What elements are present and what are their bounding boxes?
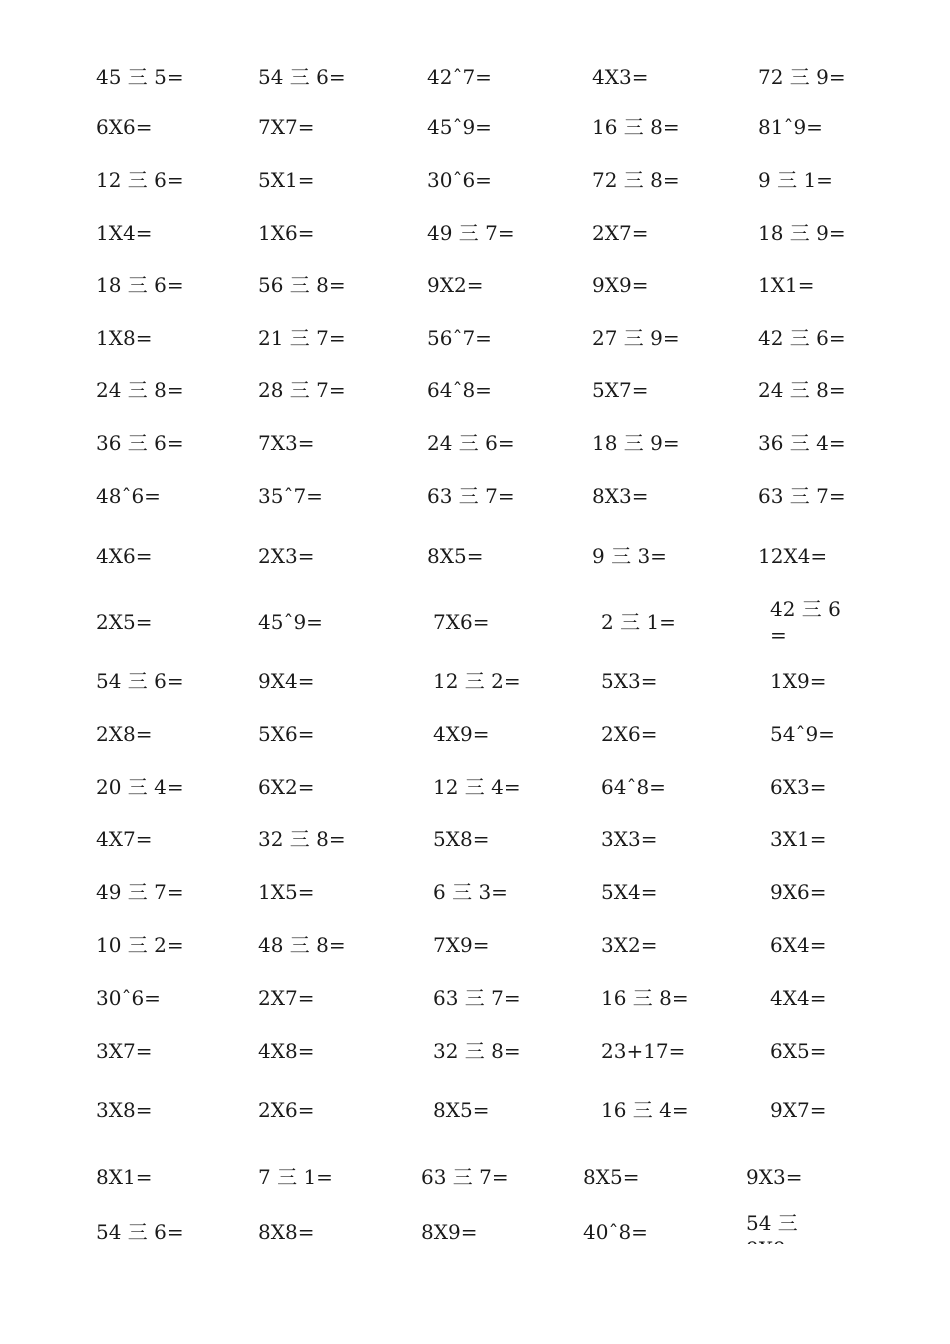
problem-cell: 23+17=	[601, 1039, 686, 1063]
problem-cell: 4X8=	[258, 1039, 315, 1063]
problem-cell: 6X2=	[258, 775, 315, 799]
problem-cell: 18 三 6=	[96, 273, 184, 297]
problem-row	[0, 826, 950, 866]
problem-cell: 2X8=	[96, 722, 153, 746]
problem-cell: 9X6=	[770, 880, 827, 904]
problem-row	[0, 483, 950, 523]
problem-cell: 28 三 7=	[258, 378, 346, 402]
problem-cell: 63 三 7=	[433, 986, 521, 1010]
problem-cell: 8X5=	[583, 1165, 640, 1189]
problem-row	[0, 64, 950, 104]
problem-cell: 2X5=	[96, 610, 153, 634]
problem-cell: 16 三 8=	[592, 115, 680, 139]
problem-row	[0, 1038, 950, 1078]
problem-cell: 32 三 8=	[433, 1039, 521, 1063]
problem-cell: 9 三 3=	[592, 544, 667, 568]
problem-row	[0, 114, 950, 154]
problem-cell: 8X9=	[421, 1220, 478, 1244]
problem-cell: 2X7=	[592, 221, 649, 245]
problem-cell: 5X1=	[258, 168, 315, 192]
problem-cell: 7X9=	[433, 933, 490, 957]
problem-cell: 9X7=	[770, 1098, 827, 1122]
problem-cell: 42ˆ7=	[427, 65, 492, 89]
problem-cell: 18 三 9=	[592, 431, 680, 455]
problem-cell: 8X8=	[258, 1220, 315, 1244]
problem-cell: 40ˆ8=	[583, 1220, 648, 1244]
problem-cell: 9X2=	[427, 273, 484, 297]
problem-row	[0, 721, 950, 761]
problem-cell: 42 三 6 =	[770, 597, 841, 647]
problem-cell: 1X9=	[770, 669, 827, 693]
problem-row	[0, 879, 950, 919]
problem-cell: 72 三 8=	[592, 168, 680, 192]
problem-cell: 3X1=	[770, 827, 827, 851]
problem-row	[0, 985, 950, 1025]
problem-cell: 6X6=	[96, 115, 153, 139]
problem-row	[0, 1164, 950, 1204]
problem-cell: 2X6=	[258, 1098, 315, 1122]
problem-cell: 4X4=	[770, 986, 827, 1010]
problem-cell: 9X3=	[746, 1165, 803, 1189]
problem-cell: 54ˆ9=	[770, 722, 835, 746]
problem-cell: 1X6=	[258, 221, 315, 245]
problem-cell: 1X5=	[258, 880, 315, 904]
problem-cell: 45ˆ9=	[258, 610, 323, 634]
problem-cell: 42 三 6=	[758, 326, 846, 350]
problem-row	[0, 668, 950, 708]
problem-cell: 35ˆ7=	[258, 484, 323, 508]
problem-cell: 7X3=	[258, 431, 315, 455]
problem-cell: 30ˆ6=	[96, 986, 161, 1010]
problem-cell: 48 三 8=	[258, 933, 346, 957]
problem-row	[0, 167, 950, 207]
problem-cell: 10 三 2=	[96, 933, 184, 957]
problem-cell: 5X8=	[433, 827, 490, 851]
problem-cell: 56 三 8=	[258, 273, 346, 297]
problem-cell: 5X7=	[592, 378, 649, 402]
problem-cell: 81ˆ9=	[758, 115, 823, 139]
problem-cell: 3X7=	[96, 1039, 153, 1063]
problem-cell: 24 三 8=	[96, 378, 184, 402]
page-bottom-margin	[0, 1244, 950, 1344]
problem-cell: 8X3=	[592, 484, 649, 508]
problem-cell: 18 三 9=	[758, 221, 846, 245]
problem-row	[0, 1097, 950, 1137]
problem-cell: 5X6=	[258, 722, 315, 746]
problem-cell: 2 三 1=	[601, 610, 676, 634]
problem-cell: 6 三 3=	[433, 880, 508, 904]
problem-cell: 63 三 7=	[758, 484, 846, 508]
problem-cell: 36 三 4=	[758, 431, 846, 455]
problem-cell: 4X7=	[96, 827, 153, 851]
problem-cell: 54 三 6=	[96, 1220, 184, 1244]
problem-cell: 6X5=	[770, 1039, 827, 1063]
problem-cell: 5X3=	[601, 669, 658, 693]
problem-cell: 3X2=	[601, 933, 658, 957]
problem-cell: 4X9=	[433, 722, 490, 746]
problem-cell: 9 三 1=	[758, 168, 833, 192]
problem-cell: 48ˆ6=	[96, 484, 161, 508]
problem-cell: 2X6=	[601, 722, 658, 746]
problem-cell: 9X4=	[258, 669, 315, 693]
problem-cell: 2X3=	[258, 544, 315, 568]
problem-cell: 8X5=	[433, 1098, 490, 1122]
problem-cell: 5X4=	[601, 880, 658, 904]
problem-cell: 63 三 7=	[421, 1165, 509, 1189]
problem-cell: 63 三 7=	[427, 484, 515, 508]
problem-cell: 3X8=	[96, 1098, 153, 1122]
problem-cell: 56ˆ7=	[427, 326, 492, 350]
problem-row	[0, 597, 950, 649]
problem-row	[0, 932, 950, 972]
problem-cell: 45ˆ9=	[427, 115, 492, 139]
problem-cell: 1X4=	[96, 221, 153, 245]
problem-cell: 49 三 7=	[427, 221, 515, 245]
problem-cell: 54 三 6=	[96, 669, 184, 693]
problem-cell: 64ˆ8=	[427, 378, 492, 402]
problem-cell: 12 三 2=	[433, 669, 521, 693]
problem-cell: 27 三 9=	[592, 326, 680, 350]
problem-cell: 12 三 6=	[96, 168, 184, 192]
problem-cell: 7X6=	[433, 610, 490, 634]
problem-cell: 21 三 7=	[258, 326, 346, 350]
problem-cell: 4X3=	[592, 65, 649, 89]
problem-row	[0, 377, 950, 417]
problem-row	[0, 272, 950, 312]
problem-cell: 6X4=	[770, 933, 827, 957]
problem-cell: 72 三 9=	[758, 65, 846, 89]
problem-row	[0, 543, 950, 583]
problem-cell: 7 三 1=	[258, 1165, 333, 1189]
problem-cell: 8X5=	[427, 544, 484, 568]
problem-cell: 64ˆ8=	[601, 775, 666, 799]
problem-cell: 3X3=	[601, 827, 658, 851]
problem-row	[0, 774, 950, 814]
problem-cell: 49 三 7=	[96, 880, 184, 904]
problem-cell: 12X4=	[758, 544, 828, 568]
problem-cell: 16 三 4=	[601, 1098, 689, 1122]
problem-cell: 1X8=	[96, 326, 153, 350]
problem-cell: 4X6=	[96, 544, 153, 568]
problem-cell: 2X7=	[258, 986, 315, 1010]
problem-cell: 24 三 8=	[758, 378, 846, 402]
problem-cell: 54 三	[746, 1211, 798, 1235]
problem-cell: 8X1=	[96, 1165, 153, 1189]
problem-cell: 36 三 6=	[96, 431, 184, 455]
problem-cell: 20 三 4=	[96, 775, 184, 799]
problem-cell: 30ˆ6=	[427, 168, 492, 192]
problem-cell: 7X7=	[258, 115, 315, 139]
problem-row	[0, 220, 950, 260]
problem-cell: 16 三 8=	[601, 986, 689, 1010]
problem-cell: 24 三 6=	[427, 431, 515, 455]
problem-cell: 12 三 4=	[433, 775, 521, 799]
problem-cell: 1X1=	[758, 273, 815, 297]
problem-cell: 54 三 6=	[258, 65, 346, 89]
problem-cell: 45 三 5=	[96, 65, 184, 89]
problem-cell: 32 三 8=	[258, 827, 346, 851]
problem-row	[0, 430, 950, 470]
problem-cell: 6X3=	[770, 775, 827, 799]
problem-row	[0, 325, 950, 365]
problem-cell: 9X9=	[592, 273, 649, 297]
